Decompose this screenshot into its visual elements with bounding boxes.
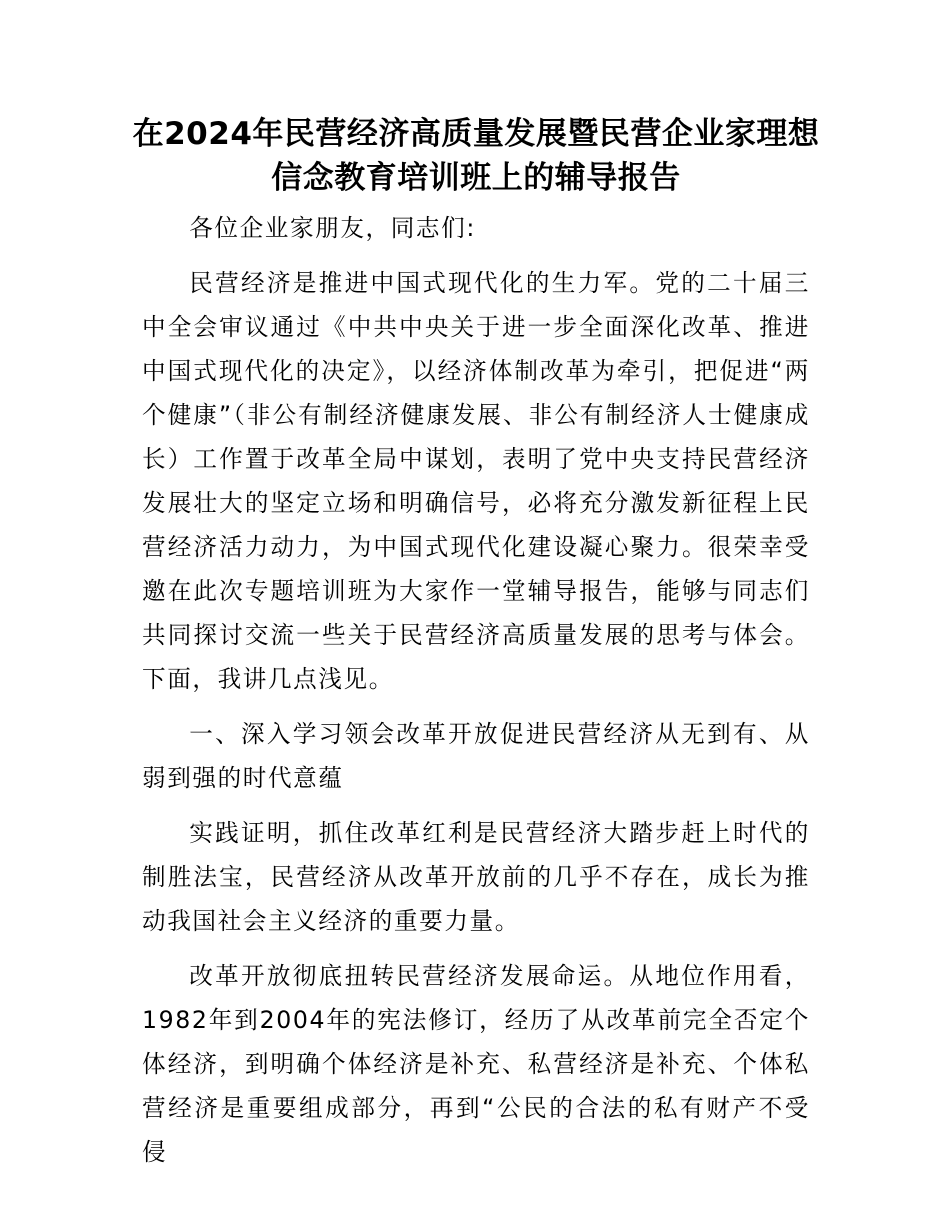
intro-paragraph: 民营经济是推进中国式现代化的生力军。党的二十届三中全会审议通过《中共中央关于进一步全面深化改革、推进中国式现代化的决定》，以经济体制改革为牵引，把促进“两个健康”（非公有制经济健康发展、非公有制经济人士健康成长）工作置于改革全局中谋划，表明了党中央支持民营经济发展壮大的坚定立场和明确信号，必将充分激发新征程上民营经济活力动力，为中国式现代化建设凝心聚力。很荣幸受邀在此次专题培训班为大家作一堂辅导报告，能够与同志们共同探讨交流一些关于民营经济高质量发展的思考与体会。下面，我讲几点浅见。	[142, 269, 810, 693]
section-heading-1: 一、深入学习领会改革开放促进民营经济从无到有、从弱到强的时代意蕴	[142, 720, 810, 792]
body-paragraph: 实践证明，抓住改革红利是民营经济大踏步赶上时代的制胜法宝，民营经济从改革开放前的几乎不存在，成长为推动我国社会主义经济的重要力量。	[142, 819, 810, 935]
document-page	[132, 112, 820, 1185]
salutation-paragraph: 各位企业家朋友，同志们:	[189, 214, 476, 242]
document-title: 在2024年民营经济高质量发展暨民营企业家理想信念教育培训班上的辅导报告	[132, 116, 820, 196]
document-body	[142, 206, 810, 1174]
body-paragraph: 改革开放彻底扭转民营经济发展命运。从地位作用看，1982年到2004年的宪法修订，经历了从改革前完全否定个体经济，到明确个体经济是补充、私营经济是补充、个体私营经济是重要组成部分，再到“公民的合法的私有财产不受侵	[142, 962, 810, 1166]
